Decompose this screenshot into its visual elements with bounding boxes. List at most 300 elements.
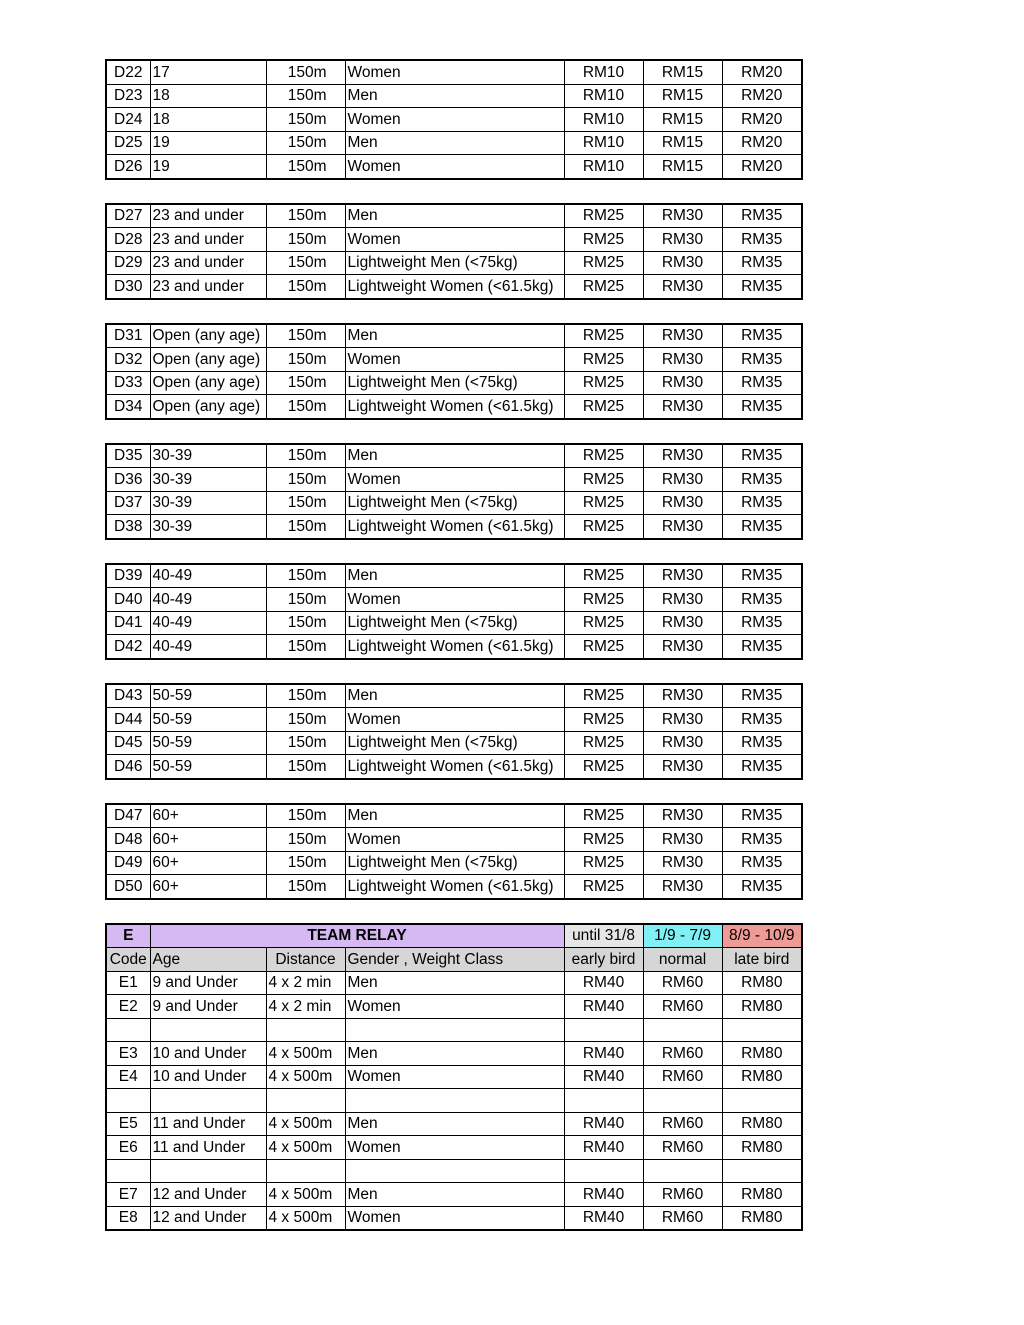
late-bird-fee: RM35 (722, 204, 802, 228)
gender-weight-class: Men (345, 444, 564, 468)
distance: 4 x 500m (266, 1112, 345, 1136)
event-code: D36 (106, 468, 150, 492)
gender-weight-class: Men (345, 84, 564, 108)
age-category: Open (any age) (150, 371, 266, 395)
distance: 4 x 2 min (266, 995, 345, 1019)
early-bird-fee: RM25 (564, 804, 643, 828)
normal-fee: RM30 (643, 491, 722, 515)
normal-fee: RM30 (643, 804, 722, 828)
table-row (106, 324, 802, 348)
event-code: D40 (106, 588, 150, 612)
distance: 150m (266, 708, 345, 732)
age-category: 19 (150, 155, 266, 179)
empty-cell (345, 1018, 564, 1042)
gender-weight-class: Lightweight Men (<75kg) (345, 251, 564, 275)
event-code: D48 (106, 828, 150, 852)
event-code: D50 (106, 875, 150, 899)
early-bird-fee: RM25 (564, 635, 643, 659)
empty-cell (643, 1159, 722, 1183)
late-bird-fee: RM35 (722, 708, 802, 732)
early-bird-fee: RM25 (564, 731, 643, 755)
early-bird-fee: RM40 (564, 1112, 643, 1136)
distance: 4 x 500m (266, 1042, 345, 1066)
group-spacer (105, 180, 803, 203)
normal-fee: RM60 (643, 1136, 722, 1160)
age-category: 60+ (150, 875, 266, 899)
event-code: D29 (106, 251, 150, 275)
table-row (106, 1183, 802, 1207)
empty-cell (150, 1159, 266, 1183)
late-bird-fee: RM35 (722, 755, 802, 779)
distance: 150m (266, 804, 345, 828)
event-code: D25 (106, 131, 150, 155)
normal-fee: RM60 (643, 1042, 722, 1066)
late-bird-fee: RM35 (722, 731, 802, 755)
normal-fee: RM15 (643, 155, 722, 179)
age-category: 11 and Under (150, 1136, 266, 1160)
early-bird-fee: RM25 (564, 564, 643, 588)
event-code: D35 (106, 444, 150, 468)
empty-cell (643, 1018, 722, 1042)
event-code: D32 (106, 348, 150, 372)
age-category: 23 and under (150, 204, 266, 228)
normal-fee: RM30 (643, 588, 722, 612)
gender-weight-class: Lightweight Men (<75kg) (345, 611, 564, 635)
normal-fee: RM30 (643, 851, 722, 875)
late-bird-fee: RM35 (722, 588, 802, 612)
distance: 150m (266, 348, 345, 372)
early-bird-fee: RM40 (564, 1042, 643, 1066)
late-bird-fee: RM35 (722, 348, 802, 372)
age-category: 50-59 (150, 684, 266, 708)
gender-weight-class: Men (345, 564, 564, 588)
empty-cell (266, 1159, 345, 1183)
normal-fee: RM30 (643, 708, 722, 732)
distance: 150m (266, 108, 345, 132)
table-row (106, 108, 802, 132)
early-bird-fee: RM25 (564, 828, 643, 852)
table-row (106, 828, 802, 852)
distance: 4 x 500m (266, 1065, 345, 1089)
late-bird-fee: RM80 (722, 995, 802, 1019)
group-spacer (105, 900, 803, 923)
age-category: 9 and Under (150, 995, 266, 1019)
blank-row (106, 1018, 802, 1042)
event-code: E5 (106, 1112, 150, 1136)
gender-weight-class: Women (345, 708, 564, 732)
distance: 150m (266, 588, 345, 612)
gender-weight-class: Lightweight Women (<61.5kg) (345, 395, 564, 419)
distance: 150m (266, 155, 345, 179)
table-row (106, 564, 802, 588)
late-bird-fee: RM20 (722, 60, 802, 84)
event-code: D46 (106, 755, 150, 779)
table-row (106, 84, 802, 108)
empty-cell (722, 1159, 802, 1183)
normal-fee: RM30 (643, 611, 722, 635)
late-bird-fee: RM35 (722, 564, 802, 588)
table-row (106, 515, 802, 539)
early-bird-fee: RM25 (564, 228, 643, 252)
event-code: D34 (106, 395, 150, 419)
distance: 150m (266, 444, 345, 468)
normal-fee: RM60 (643, 1112, 722, 1136)
table-row (106, 1136, 802, 1160)
table-row (106, 971, 802, 995)
event-code: D42 (106, 635, 150, 659)
early-bird-fee: RM25 (564, 371, 643, 395)
table-row (106, 708, 802, 732)
early-bird-fee: RM40 (564, 1065, 643, 1089)
blank-row (106, 1089, 802, 1113)
gender-weight-class: Lightweight Women (<61.5kg) (345, 755, 564, 779)
early-bird-period: until 31/8 (564, 924, 643, 948)
gender-weight-class: Women (345, 155, 564, 179)
late-bird-fee: RM20 (722, 108, 802, 132)
empty-cell (564, 1089, 643, 1113)
normal-fee: RM30 (643, 635, 722, 659)
normal-fee: RM60 (643, 971, 722, 995)
event-group-table (105, 563, 803, 660)
normal-fee: RM30 (643, 828, 722, 852)
empty-cell (106, 1159, 150, 1183)
event-group-table (105, 803, 803, 900)
normal-fee: RM30 (643, 275, 722, 299)
age-category: 10 and Under (150, 1042, 266, 1066)
age-category: 60+ (150, 804, 266, 828)
normal-fee: RM15 (643, 60, 722, 84)
late-bird-fee: RM35 (722, 635, 802, 659)
table-row (106, 444, 802, 468)
late-bird-fee: RM35 (722, 611, 802, 635)
normal-fee: RM30 (643, 324, 722, 348)
normal-fee: RM30 (643, 348, 722, 372)
event-group-table (105, 59, 803, 180)
event-code: D30 (106, 275, 150, 299)
gender-weight-class: Men (345, 204, 564, 228)
event-code: E6 (106, 1136, 150, 1160)
late-bird-fee: RM20 (722, 155, 802, 179)
empty-cell (150, 1089, 266, 1113)
empty-cell (564, 1018, 643, 1042)
normal-fee: RM30 (643, 684, 722, 708)
normal-fee: RM30 (643, 875, 722, 899)
event-group-table (105, 683, 803, 780)
empty-cell (266, 1089, 345, 1113)
late-bird-fee: RM35 (722, 851, 802, 875)
normal-fee: RM30 (643, 204, 722, 228)
gender-weight-class: Women (345, 108, 564, 132)
distance: 150m (266, 828, 345, 852)
event-code: D47 (106, 804, 150, 828)
normal-fee: RM30 (643, 251, 722, 275)
age-category: 30-39 (150, 444, 266, 468)
early-bird-fee: RM25 (564, 588, 643, 612)
late-bird-fee: RM35 (722, 468, 802, 492)
age-category: 40-49 (150, 611, 266, 635)
event-code: E2 (106, 995, 150, 1019)
table-row (106, 491, 802, 515)
gender-weight-class: Women (345, 1206, 564, 1230)
table-row (106, 804, 802, 828)
distance: 150m (266, 251, 345, 275)
age-category: 12 and Under (150, 1206, 266, 1230)
late-bird-fee: RM35 (722, 371, 802, 395)
gender-weight-class: Lightweight Women (<61.5kg) (345, 635, 564, 659)
age-category: 40-49 (150, 564, 266, 588)
event-code: D26 (106, 155, 150, 179)
normal-fee: RM30 (643, 228, 722, 252)
event-code: D23 (106, 84, 150, 108)
late-bird-fee: RM35 (722, 828, 802, 852)
normal-fee: RM30 (643, 371, 722, 395)
late-bird-fee: RM80 (722, 1065, 802, 1089)
table-row (106, 588, 802, 612)
distance: 4 x 500m (266, 1136, 345, 1160)
group-spacer (105, 660, 803, 683)
group-spacer (105, 540, 803, 563)
distance: 150m (266, 564, 345, 588)
table-row (106, 155, 802, 179)
late-bird-fee: RM20 (722, 84, 802, 108)
age-category: 60+ (150, 851, 266, 875)
gender-weight-class: Women (345, 468, 564, 492)
late-bird-fee: RM80 (722, 971, 802, 995)
gender-weight-class: Men (345, 804, 564, 828)
late-bird-fee: RM35 (722, 515, 802, 539)
normal-fee: RM15 (643, 84, 722, 108)
late-bird-fee: RM35 (722, 275, 802, 299)
age-category: 50-59 (150, 731, 266, 755)
gender-weight-class: Lightweight Women (<61.5kg) (345, 515, 564, 539)
gender-weight-class: Women (345, 60, 564, 84)
age-category: 40-49 (150, 588, 266, 612)
late-bird-fee: RM35 (722, 395, 802, 419)
blank-row (106, 1159, 802, 1183)
event-code: E7 (106, 1183, 150, 1207)
normal-fee: RM30 (643, 731, 722, 755)
table-row (106, 851, 802, 875)
distance: 150m (266, 324, 345, 348)
event-code: D49 (106, 851, 150, 875)
table-row (106, 228, 802, 252)
table-row (106, 60, 802, 84)
normal-period: 1/9 - 7/9 (643, 924, 722, 948)
age-category: 30-39 (150, 491, 266, 515)
age-category: 19 (150, 131, 266, 155)
late-bird-fee: RM35 (722, 804, 802, 828)
distance: 150m (266, 611, 345, 635)
group-spacer (105, 420, 803, 443)
gender-weight-class: Lightweight Women (<61.5kg) (345, 875, 564, 899)
late-bird-fee: RM35 (722, 491, 802, 515)
late-bird-fee: RM35 (722, 875, 802, 899)
empty-cell (722, 1018, 802, 1042)
early-bird-fee: RM25 (564, 251, 643, 275)
event-group-table (105, 203, 803, 300)
early-bird-fee: RM10 (564, 60, 643, 84)
event-code: D24 (106, 108, 150, 132)
early-bird-fee: RM25 (564, 204, 643, 228)
normal-fee: RM60 (643, 1206, 722, 1230)
distance: 150m (266, 131, 345, 155)
normal-fee: RM15 (643, 108, 722, 132)
normal-fee: RM30 (643, 395, 722, 419)
gender-weight-class: Lightweight Men (<75kg) (345, 731, 564, 755)
early-bird-fee: RM10 (564, 155, 643, 179)
late-bird-fee: RM80 (722, 1183, 802, 1207)
gender-weight-class: Men (345, 1112, 564, 1136)
distance: 150m (266, 395, 345, 419)
table-row (106, 995, 802, 1019)
column-header-age: Age (150, 948, 266, 972)
distance: 150m (266, 851, 345, 875)
column-header-gender: Gender , Weight Class (345, 948, 564, 972)
early-bird-fee: RM25 (564, 444, 643, 468)
distance: 150m (266, 204, 345, 228)
late-bird-fee: RM35 (722, 228, 802, 252)
normal-fee: RM30 (643, 515, 722, 539)
early-bird-fee: RM25 (564, 324, 643, 348)
table-row (106, 875, 802, 899)
empty-cell (106, 1018, 150, 1042)
table-row (106, 1042, 802, 1066)
distance: 150m (266, 371, 345, 395)
age-category: 9 and Under (150, 971, 266, 995)
empty-cell (266, 1018, 345, 1042)
age-category: 23 and under (150, 275, 266, 299)
team-relay-table (105, 923, 803, 1232)
empty-cell (722, 1089, 802, 1113)
fee-schedule-sheet (105, 59, 803, 1231)
distance: 4 x 500m (266, 1183, 345, 1207)
distance: 150m (266, 515, 345, 539)
early-bird-fee: RM40 (564, 971, 643, 995)
early-bird-fee: RM40 (564, 995, 643, 1019)
event-code: D41 (106, 611, 150, 635)
normal-fee: RM60 (643, 1065, 722, 1089)
table-row (106, 348, 802, 372)
late-bird-fee: RM35 (722, 444, 802, 468)
late-bird-fee: RM80 (722, 1206, 802, 1230)
normal-fee: RM30 (643, 444, 722, 468)
gender-weight-class: Lightweight Men (<75kg) (345, 851, 564, 875)
age-category: Open (any age) (150, 324, 266, 348)
normal-fee: RM60 (643, 1183, 722, 1207)
age-category: 50-59 (150, 708, 266, 732)
column-header-code: Code (106, 948, 150, 972)
age-category: 10 and Under (150, 1065, 266, 1089)
distance: 150m (266, 275, 345, 299)
table-row (106, 275, 802, 299)
late-bird-fee: RM80 (722, 1042, 802, 1066)
empty-cell (345, 1089, 564, 1113)
early-bird-fee: RM25 (564, 348, 643, 372)
age-category: 30-39 (150, 515, 266, 539)
table-row (106, 1112, 802, 1136)
gender-weight-class: Men (345, 684, 564, 708)
age-category: 18 (150, 84, 266, 108)
gender-weight-class: Men (345, 1183, 564, 1207)
early-bird-fee: RM25 (564, 515, 643, 539)
early-bird-fee: RM25 (564, 684, 643, 708)
normal-fee: RM30 (643, 564, 722, 588)
gender-weight-class: Lightweight Men (<75kg) (345, 371, 564, 395)
empty-cell (150, 1018, 266, 1042)
column-header-distance: Distance (266, 948, 345, 972)
group-spacer (105, 300, 803, 323)
event-group-table (105, 443, 803, 540)
event-group-table (105, 323, 803, 420)
distance: 150m (266, 228, 345, 252)
early-bird-fee: RM25 (564, 491, 643, 515)
age-category: 18 (150, 108, 266, 132)
gender-weight-class: Women (345, 588, 564, 612)
early-bird-fee: RM40 (564, 1183, 643, 1207)
distance: 150m (266, 491, 345, 515)
early-bird-fee: RM25 (564, 708, 643, 732)
table-row (106, 371, 802, 395)
table-row (106, 611, 802, 635)
table-row (106, 684, 802, 708)
early-bird-fee: RM25 (564, 851, 643, 875)
table-row (106, 251, 802, 275)
event-code: E4 (106, 1065, 150, 1089)
event-code: D37 (106, 491, 150, 515)
event-code: D33 (106, 371, 150, 395)
gender-weight-class: Men (345, 971, 564, 995)
early-bird-fee: RM25 (564, 755, 643, 779)
empty-cell (106, 1089, 150, 1113)
distance: 4 x 2 min (266, 971, 345, 995)
table-row (106, 131, 802, 155)
relay-header-row (106, 924, 802, 948)
distance: 150m (266, 731, 345, 755)
late-bird-fee: RM35 (722, 684, 802, 708)
table-row (106, 731, 802, 755)
normal-fee: RM30 (643, 468, 722, 492)
late-bird-period: 8/9 - 10/9 (722, 924, 802, 948)
distance: 150m (266, 755, 345, 779)
event-code: D22 (106, 60, 150, 84)
gender-weight-class: Men (345, 1042, 564, 1066)
gender-weight-class: Men (345, 131, 564, 155)
event-code: D44 (106, 708, 150, 732)
event-code: E8 (106, 1206, 150, 1230)
age-category: 23 and under (150, 251, 266, 275)
gender-weight-class: Women (345, 828, 564, 852)
group-spacer (105, 780, 803, 803)
gender-weight-class: Lightweight Men (<75kg) (345, 491, 564, 515)
distance: 150m (266, 468, 345, 492)
table-row (106, 468, 802, 492)
age-category: 17 (150, 60, 266, 84)
section-title: TEAM RELAY (150, 924, 564, 948)
early-bird-fee: RM40 (564, 1136, 643, 1160)
age-category: Open (any age) (150, 348, 266, 372)
column-header-early-bird: early bird (564, 948, 643, 972)
early-bird-fee: RM25 (564, 875, 643, 899)
empty-cell (643, 1089, 722, 1113)
gender-weight-class: Lightweight Women (<61.5kg) (345, 275, 564, 299)
section-code: E (106, 924, 150, 948)
gender-weight-class: Women (345, 1136, 564, 1160)
late-bird-fee: RM35 (722, 251, 802, 275)
age-category: 30-39 (150, 468, 266, 492)
distance: 150m (266, 684, 345, 708)
early-bird-fee: RM25 (564, 468, 643, 492)
age-category: 60+ (150, 828, 266, 852)
